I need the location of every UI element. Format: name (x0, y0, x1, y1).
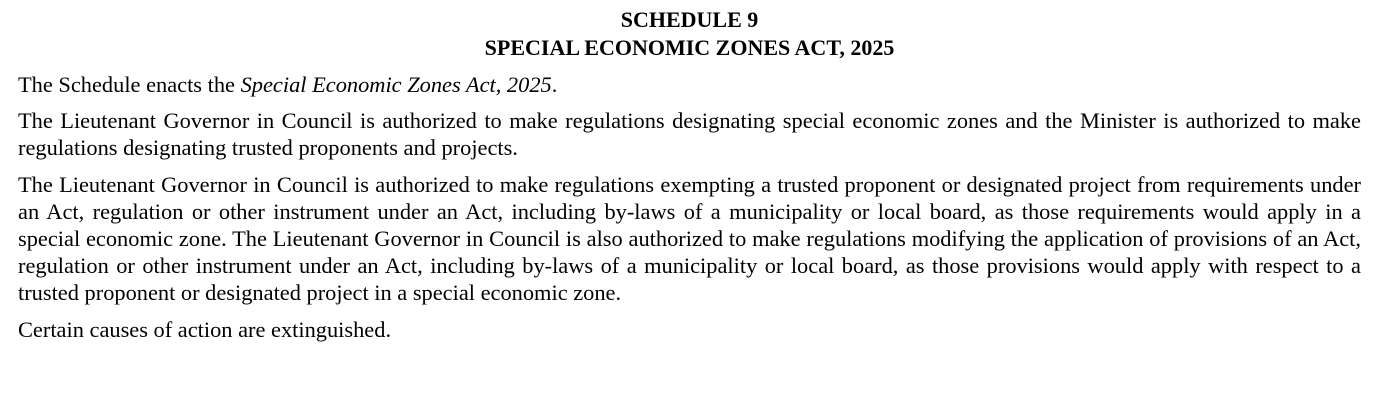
schedule-heading (18, 6, 1361, 62)
schedule-label: SCHEDULE 9 (620, 7, 759, 32)
intro-text-before: The Schedule enacts the (18, 72, 241, 97)
intro-paragraph (18, 71, 1361, 98)
paragraph-causes-of-action: Certain causes of action are extinguished. (18, 316, 392, 342)
paragraph-regulations-designation: The Lieutenant Governor in Council is authorized to make regulations designating special economic zones and the Minister is authorized to make regulations designating trusted proponents and projects. (18, 108, 1361, 161)
act-title: SPECIAL ECONOMIC ZONES ACT, 2025 (484, 35, 895, 60)
paragraph-exemptions: The Lieutenant Governor in Council is authorized to make regulations exempting a trusted proponent or designated project from requirements under an Act, regulation or other instrument under an Act, including by-laws of a municipality or local board, as those requirements would apply in a special economic zone. The Lieutenant Governor in Council is also authorized to make regulations modifying the application of provisions of an Act, regulation or other instrument under an Act, including by-laws of a municipality or local board, as those provisions would apply with respect to a trusted proponent or designated project in a special economic zone. (18, 171, 1361, 306)
intro-text-after: . (551, 72, 558, 97)
act-name-italic: Special Economic Zones Act, 2025 (240, 72, 552, 97)
